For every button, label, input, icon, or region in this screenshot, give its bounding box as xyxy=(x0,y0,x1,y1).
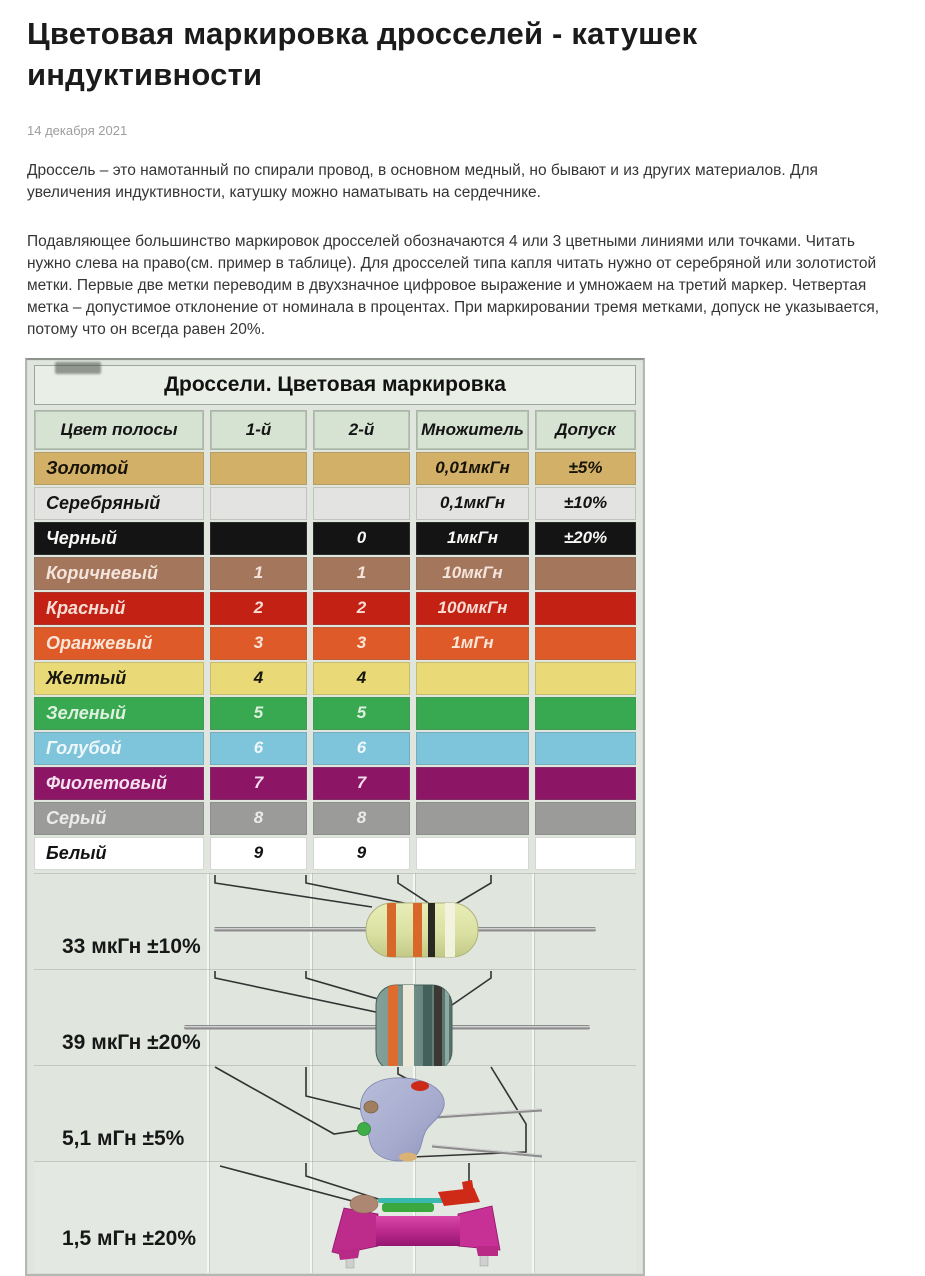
row-digit-1 xyxy=(210,452,307,485)
row-digit-2 xyxy=(313,487,410,520)
row-color-name: Коричневый xyxy=(34,557,204,590)
row-digit-1: 3 xyxy=(210,627,307,660)
examples-area xyxy=(34,873,636,1273)
row-digit-1: 6 xyxy=(210,732,307,765)
row-tolerance: ±20% xyxy=(535,522,636,555)
row-tolerance: ±10% xyxy=(535,487,636,520)
row-multiplier: 0,1мкГн xyxy=(416,487,529,520)
row-multiplier xyxy=(416,662,529,695)
row-color-name: Красный xyxy=(34,592,204,625)
column-header-color: Цвет полосы xyxy=(34,410,204,450)
row-multiplier xyxy=(416,732,529,765)
row-color-name: Голубой xyxy=(34,732,204,765)
column-header-digit2: 2-й xyxy=(313,410,410,450)
row-digit-2: 3 xyxy=(313,627,410,660)
row-tolerance xyxy=(535,662,636,695)
column-header-multiplier: Множитель xyxy=(416,410,529,450)
row-multiplier: 0,01мкГн xyxy=(416,452,529,485)
row-digit-1: 1 xyxy=(210,557,307,590)
color-marking-figure xyxy=(25,358,645,1276)
color-table xyxy=(34,410,636,870)
figure-title: Дроссели. Цветовая маркировка xyxy=(34,365,636,405)
row-digit-2: 7 xyxy=(313,767,410,800)
example-bead xyxy=(34,969,636,1065)
example-drop xyxy=(34,1065,636,1161)
row-digit-2: 2 xyxy=(313,592,410,625)
example-smd xyxy=(34,1161,636,1273)
row-digit-2 xyxy=(313,452,410,485)
row-tolerance xyxy=(535,557,636,590)
row-color-name: Серый xyxy=(34,802,204,835)
example-label: 5,1 мГн ±5% xyxy=(62,1126,185,1150)
row-multiplier: 100мкГн xyxy=(416,592,529,625)
row-tolerance xyxy=(535,592,636,625)
row-multiplier: 1мГн xyxy=(416,627,529,660)
row-color-name: Оранжевый xyxy=(34,627,204,660)
row-digit-1: 9 xyxy=(210,837,307,870)
row-digit-2: 9 xyxy=(313,837,410,870)
row-multiplier xyxy=(416,837,529,870)
row-color-name: Серебряный xyxy=(34,487,204,520)
row-tolerance xyxy=(535,767,636,800)
row-digit-1: 7 xyxy=(210,767,307,800)
example-axial xyxy=(34,873,636,969)
row-color-name: Белый xyxy=(34,837,204,870)
row-tolerance xyxy=(535,627,636,660)
row-multiplier xyxy=(416,767,529,800)
row-digit-1: 4 xyxy=(210,662,307,695)
row-tolerance xyxy=(535,732,636,765)
row-digit-1 xyxy=(210,522,307,555)
row-color-name: Черный xyxy=(34,522,204,555)
row-digit-2: 5 xyxy=(313,697,410,730)
row-multiplier: 10мкГн xyxy=(416,557,529,590)
row-multiplier xyxy=(416,802,529,835)
example-label: 1,5 мГн ±20% xyxy=(62,1226,197,1250)
row-digit-2: 6 xyxy=(313,732,410,765)
row-tolerance xyxy=(535,802,636,835)
column-header-digit1: 1-й xyxy=(210,410,307,450)
row-color-name: Фиолетовый xyxy=(34,767,204,800)
row-digit-2: 8 xyxy=(313,802,410,835)
scan-artifact xyxy=(55,362,101,374)
row-digit-1: 2 xyxy=(210,592,307,625)
example-label: 33 мкГн ±10% xyxy=(62,934,201,958)
example-label: 39 мкГн ±20% xyxy=(62,1030,201,1054)
page-title: Цветовая маркировка дросселей - катушек индуктивности xyxy=(27,16,698,92)
row-color-name: Желтый xyxy=(34,662,204,695)
intro-paragraph: Дроссель – это намотанный по спирали провод, в основном медный, но бывают и из других материалов. Для увеличения индуктивности, катушку можно наматывать на сердечнике. xyxy=(27,161,818,201)
row-color-name: Золотой xyxy=(34,452,204,485)
row-color-name: Зеленый xyxy=(34,697,204,730)
smd-inductor-icon xyxy=(34,1162,638,1274)
row-tolerance: ±5% xyxy=(535,452,636,485)
row-tolerance xyxy=(535,697,636,730)
column-header-tolerance: Допуск xyxy=(535,410,636,450)
row-digit-1: 5 xyxy=(210,697,307,730)
row-multiplier: 1мкГн xyxy=(416,522,529,555)
row-tolerance xyxy=(535,837,636,870)
row-digit-2: 0 xyxy=(313,522,410,555)
row-multiplier xyxy=(416,697,529,730)
row-digit-1 xyxy=(210,487,307,520)
publish-date: 14 декабря 2021 xyxy=(27,122,128,138)
row-digit-2: 4 xyxy=(313,662,410,695)
row-digit-2: 1 xyxy=(313,557,410,590)
row-digit-1: 8 xyxy=(210,802,307,835)
marking-paragraph: Подавляющее большинство маркировок дросселей обозначаются 4 или 3 цветными линиями или точками. Читать нужно слева на право(см. пример в таблице). Для дросселей типа капля читать нужно от серебряной или золотистой метки. Первые две метки переводим в двухзначное цифровое выражение и умножаем на третий маркер. Четвертая метка – допустимое отклонение от номинала в процентах. При маркировании тремя метками, допуск не указывается, потому что он всегда равен 20%. xyxy=(27,232,880,338)
